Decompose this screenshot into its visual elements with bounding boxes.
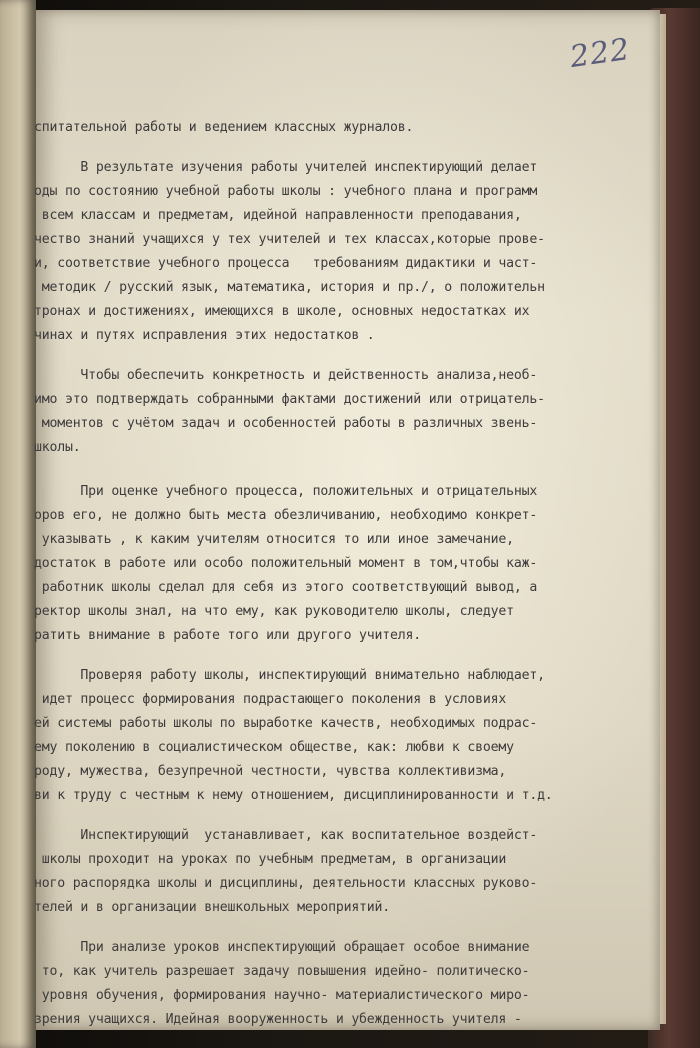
text-line: При оценке учебного процесса, положительных и отрицательных [34,484,538,499]
text-line: указывать , к каким учителям относится то или иное замечание, [34,532,514,547]
text-line: чество знаний учащихся у тех учителей и тех классах,которые прове- [34,232,545,247]
previous-page-edge [0,0,36,1048]
text-line: Чтобы обеспечить конкретность и действенность анализа,необ- [34,368,538,383]
text-line: ного распорядка школы и дисциплины, деятельности классных руково- [34,876,538,891]
text-line: моментов с учётом задач и особенностей работы в различных звень- [34,416,538,431]
text-line: имо это подтверждать собранными фактами достижений или отрицатель- [34,392,545,407]
text-line: уровня обучения, формирования научно- материалистического миро- [34,988,530,1003]
text-line: школы проходит на уроках по учебным предметам, в организации [34,852,507,867]
text-line: работник школы сделал для себя из этого соответствующий вывод, а [34,580,538,595]
text-line: телей и в организации внешкольных мероприятий. [34,900,391,915]
text-line: Проверяя работу школы, инспектирующий внимательно наблюдает, [34,668,545,683]
text-line: чинах и путях исправления этих недостатков . [34,328,375,343]
text-line: ви к труду с честным к нему отношением, дисциплинированности и т.д. [34,788,553,803]
text-line: роду, мужества, безупречной честности, чувства коллективизма, [34,764,507,779]
text-line: всем классам и предметам, идейной направленности преподавания, [34,208,522,223]
typewritten-page [36,10,660,1030]
text-line: ректор школы знал, на что ему, как руководителю школы, следует [34,604,514,619]
text-line: идет процесс формирования подрастающего поколения в условиях [34,692,507,707]
text-line: методик / русский язык, математика, история и пр./, о положительн [34,280,545,295]
text-line: оды по состоянию учебной работы школы : учебного плана и программ [34,184,538,199]
page-text [36,10,660,1030]
text-line: Инспектирующий устанавливает, как воспитательное воздейст- [34,828,538,843]
text-line: достаток в работе или особо положительный момент в том,чтобы каж- [34,556,538,571]
text-line: то, как учитель разрешает задачу повышения идейно- политическо- [34,964,530,979]
text-line: тронах и достижениях, имеющихся в школе, основных недостатках их [34,304,530,319]
text-line: оров его, не должно быть места обезличиванию, необходимо конкрет- [34,508,538,523]
text-line: ему поколению в социалистическом обществе, как: любви к своему [34,740,514,755]
text-line: зрения учащихся. Идейная вооруженность и убежденность учителя - [34,1012,522,1027]
text-line: ей системы работы школы по выработке качеств, необходимых подрас- [34,716,538,731]
text-line: школы. [34,440,81,455]
text-line: В результате изучения работы учителей инспектирующий делает [34,160,538,175]
text-line: ратить внимание в работе того или другого учителя. [34,628,421,643]
text-line: При анализе уроков инспектирующий обращает особое внимание [34,940,530,955]
text-line: спитательной работы и ведением классных журналов. [34,120,414,135]
handwritten-page-number: 222 [567,31,633,76]
text-line: и, соответствие учебного процесса требованиям дидактики и част- [34,256,538,271]
